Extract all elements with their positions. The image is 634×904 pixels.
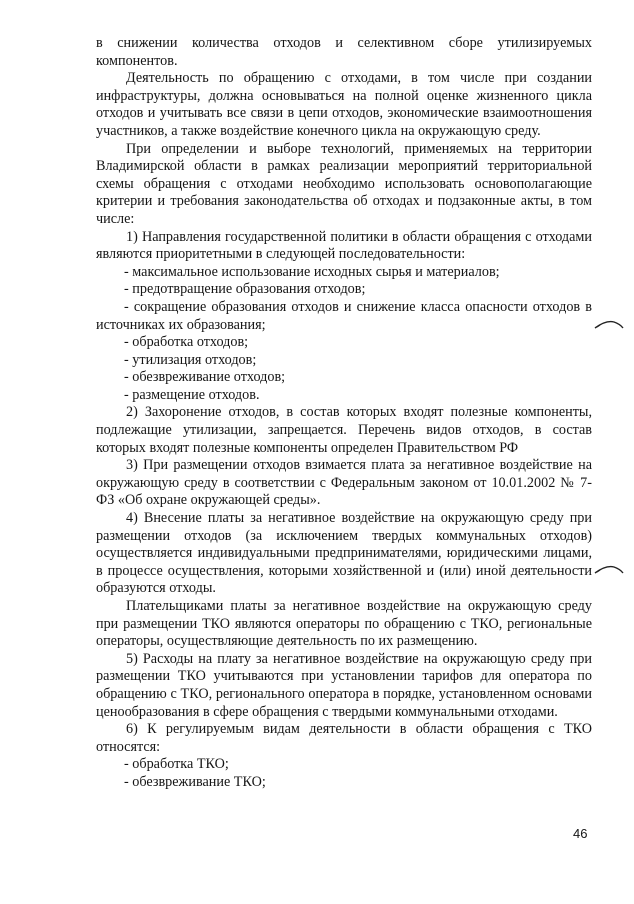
list-item: - предотвращение образования отходов; — [124, 281, 366, 298]
list-item: - размещение отходов. — [124, 386, 260, 403]
paragraph-7: 4) Внесение платы за негативное воздействие на окружающую среду при размещении отходов (за исключением твердых коммунальных отходов) осуществляется индивидуальными предпринимателями, юридическими лицами, в процессе осуществления, которыми хозяйственной и (или) иной деятельности образуются отходы. — [96, 510, 592, 597]
margin-mark-icon — [594, 563, 624, 575]
paragraph-5: 2) Захоронение отходов, в состав которых входят полезные компоненты, подлежащие утилизации, запрещается. Перечень видов отходов, в состав которых входят полезные компоненты определен Правительством РФ — [96, 404, 592, 456]
paragraph-8: Плательщиками платы за негативное воздействие на окружающую среду при размещении ТКО являются операторы по обращению с ТКО, региональные операторы, осуществляющие деятельность по их размещению. — [96, 598, 592, 650]
margin-mark-icon — [594, 318, 624, 330]
list-item: - максимальное использование исходных сырья и материалов; — [124, 263, 500, 280]
paragraph-6: 3) При размещении отходов взимается плата за негативное воздействие на окружающую среду в соответствии с Федеральным законом от 10.01.2002 № 7-ФЗ «Об охране окружающей среды». — [96, 457, 592, 509]
paragraph-3: При определении и выборе технологий, применяемых на территории Владимирской области в рамках реализации мероприятий территориальной схемы обращения с отходами необходимо использовать основополагающие критерии и требования законодательства об отходах и подзаконные акты, в том числе: — [96, 140, 592, 227]
paragraph-9: 5) Расходы на плату за негативное воздействие на окружающую среду при размещении ТКО учитываются при установлении тарифов для оператора по обращению с ТКО, регионального оператора в порядке, установленном основами ценообразования в сфере обращения с твердыми коммунальными отходами. — [96, 650, 592, 720]
list-item: - сокращение образования отходов и снижение класса опасности отходов в источниках их образования; — [96, 298, 592, 333]
paragraph-10: 6) К регулируемым видам деятельности в области обращения с ТКО относятся: — [96, 721, 592, 755]
list-item: - обезвреживание отходов; — [124, 369, 286, 386]
list-item: - обработка отходов; — [124, 334, 249, 351]
paragraph-4: 1) Направления государственной политики в области обращения с отходами являются приоритетными в следующей последовательности: — [96, 228, 592, 263]
list-item: - обработка ТКО; — [124, 756, 229, 773]
paragraph-1: в снижении количества отходов и селективном сборе утилизируемых компонентов. — [96, 35, 592, 69]
list-item: - утилизация отходов; — [124, 351, 257, 368]
document-page — [96, 35, 592, 792]
paragraph-2: Деятельность по обращению с отходами, в том числе при создании инфраструктуры, должна основываться на полной оценке жизненного цикла отходов и учитывать все связи в цепи отходов, экономические взаимоотношения участников, а также воздействие конечного цикла на окружающую среду. — [96, 70, 592, 139]
page-number: 46 — [573, 826, 588, 841]
list-item: - обезвреживание ТКО; — [124, 773, 266, 790]
